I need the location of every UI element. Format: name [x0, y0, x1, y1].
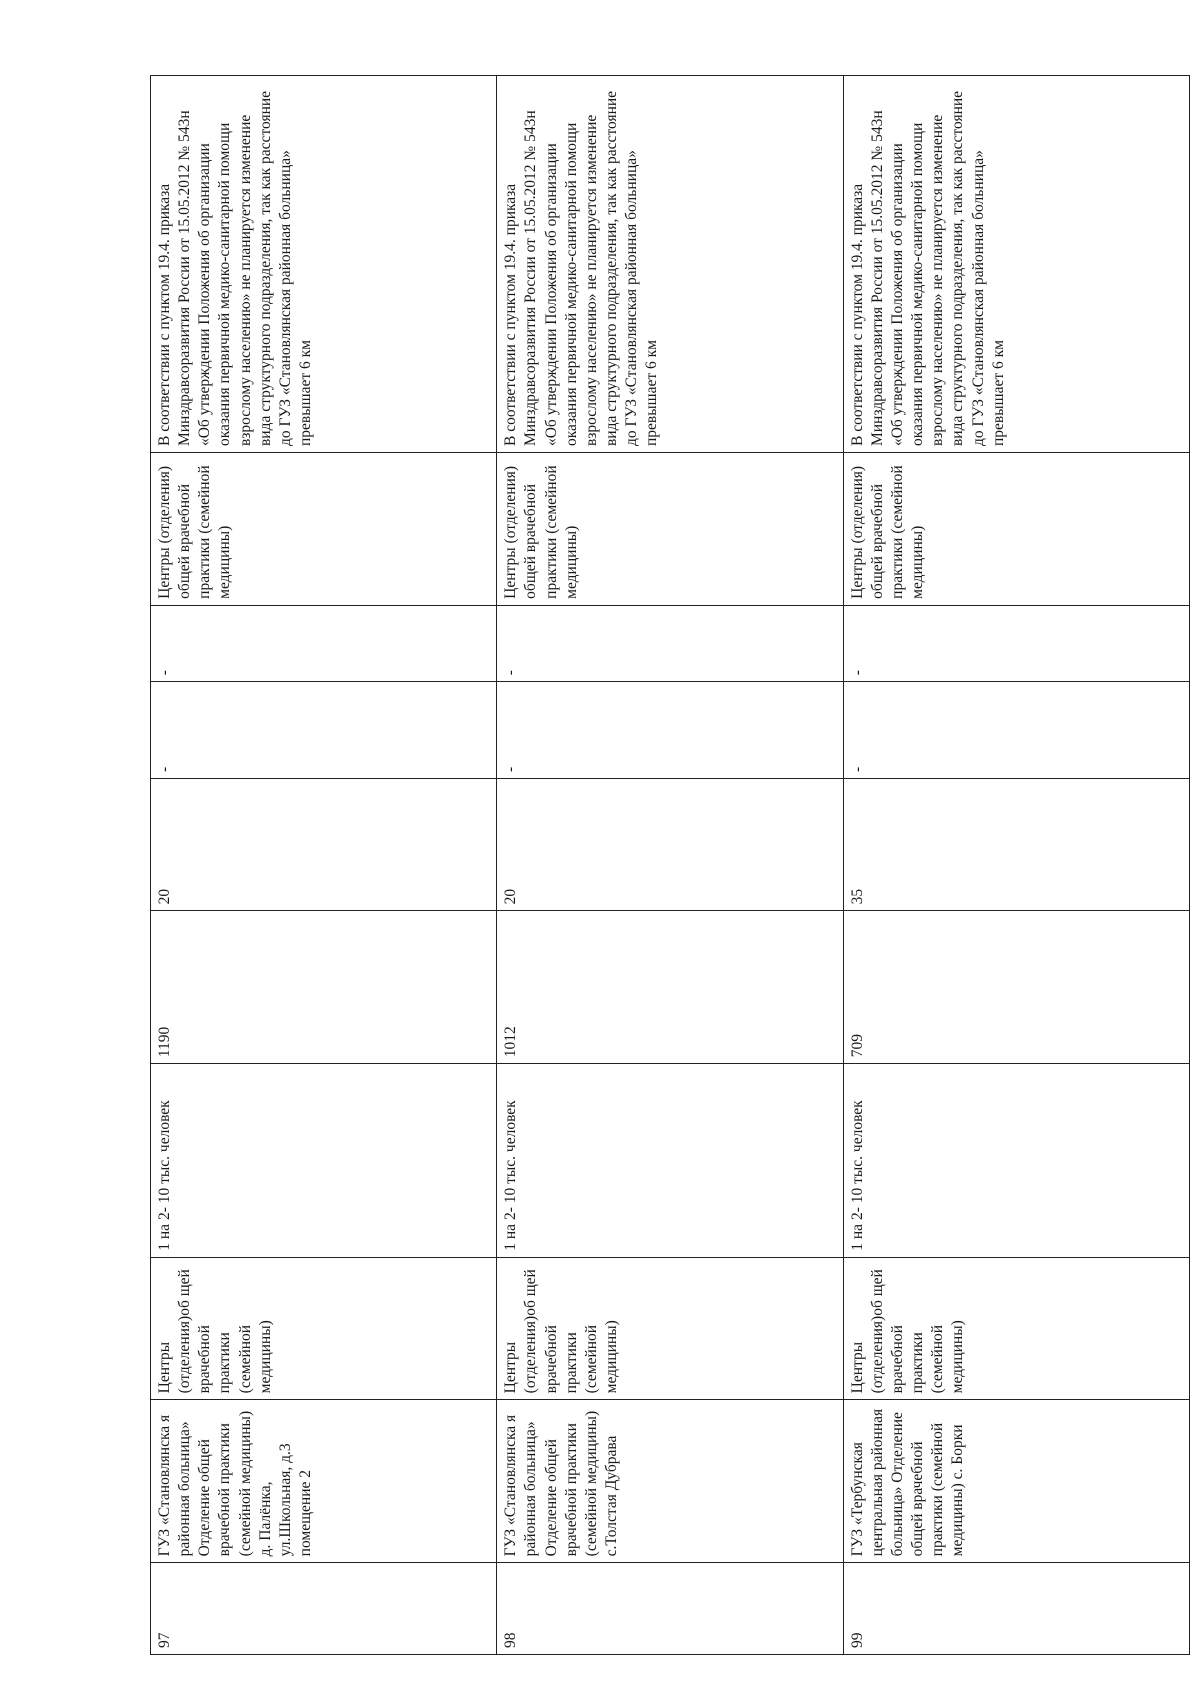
- dash-cell: -: [151, 682, 497, 779]
- table-row: [497, 76, 843, 1655]
- distance-value: 35: [843, 778, 1189, 910]
- justification-note: В соответствии с пунктом 19.4. приказа Минздравсоразвития России от 15.05.2012 № 543н «Об утверждении Положения об организации оказания первичной медико-санитарной помощи взрослому населению» не планируется изменение вида структурного подразделения, так как расстояние до ГУЗ «Становлянская районная больница» превышает 6 км: [151, 76, 497, 453]
- dash-cell: -: [497, 682, 843, 779]
- dash-cell: -: [151, 605, 497, 681]
- table-row: [151, 76, 497, 1655]
- proposed-unit-type: Центры (отделения) общей врачебной практики (семейной медицины): [151, 453, 497, 606]
- norm-value: 1 на 2- 10 тыс. человек: [497, 1064, 843, 1258]
- population-value: 1190: [151, 911, 497, 1064]
- rotated-page: [150, 75, 1190, 1655]
- unit-type: Центры (отделения)об щей врачебной практики (семейной медицины): [151, 1257, 497, 1400]
- distance-value: 20: [151, 778, 497, 910]
- norm-value: 1 на 2- 10 тыс. человек: [151, 1064, 497, 1258]
- norm-value: 1 на 2- 10 тыс. человек: [843, 1064, 1189, 1258]
- justification-note: В соответствии с пунктом 19.4. приказа Минздравсоразвития России от 15.05.2012 № 543н «Об утверждении Положения об организации оказания первичной медико-санитарной помощи взрослому населению» не планируется изменение вида структурного подразделения, так как расстояние до ГУЗ «Становлянская районная больница» превышает 6 км: [497, 76, 843, 453]
- organization-name: ГУЗ «Тербунская центральная районная больница» Отделение общей врачебной практики (семейной медицины) с. Борки: [843, 1400, 1189, 1563]
- population-value: 709: [843, 911, 1189, 1064]
- unit-type: Центры (отделения)об щей врачебной практики (семейной медицины): [843, 1257, 1189, 1400]
- population-value: 1012: [497, 911, 843, 1064]
- row-number: 99: [843, 1563, 1189, 1655]
- row-number: 97: [151, 1563, 497, 1655]
- distance-value: 20: [497, 778, 843, 910]
- proposed-unit-type: Центры (отделения) общей врачебной практики (семейной медицины): [843, 453, 1189, 606]
- row-number: 98: [497, 1563, 843, 1655]
- unit-type: Центры (отделения)об щей врачебной практики (семейной медицины): [497, 1257, 843, 1400]
- dash-cell: -: [497, 605, 843, 681]
- facilities-table: [150, 75, 1190, 1655]
- dash-cell: -: [843, 605, 1189, 681]
- dash-cell: -: [843, 682, 1189, 779]
- organization-name: ГУЗ «Становлянска я районная больница» Отделение общей врачебной практики (семейной медицины) с.Толстая Дубрава: [497, 1400, 843, 1563]
- justification-note: В соответствии с пунктом 19.4. приказа Минздравсоразвития России от 15.05.2012 № 543н «Об утверждении Положения об организации оказания первичной медико-санитарной помощи взрослому населению» не планируется изменение вида структурного подразделения, так как расстояние до ГУЗ «Становлянская районная больница» превышает 6 км: [843, 76, 1189, 453]
- table-row: [843, 76, 1189, 1655]
- organization-name: ГУЗ «Становлянска я районная больница» Отделение общей врачебной практики (семейной медицины) д. Палёнка, ул.Школьная, д.3 помещение 2: [151, 1400, 497, 1563]
- proposed-unit-type: Центры (отделения) общей врачебной практики (семейной медицины): [497, 453, 843, 606]
